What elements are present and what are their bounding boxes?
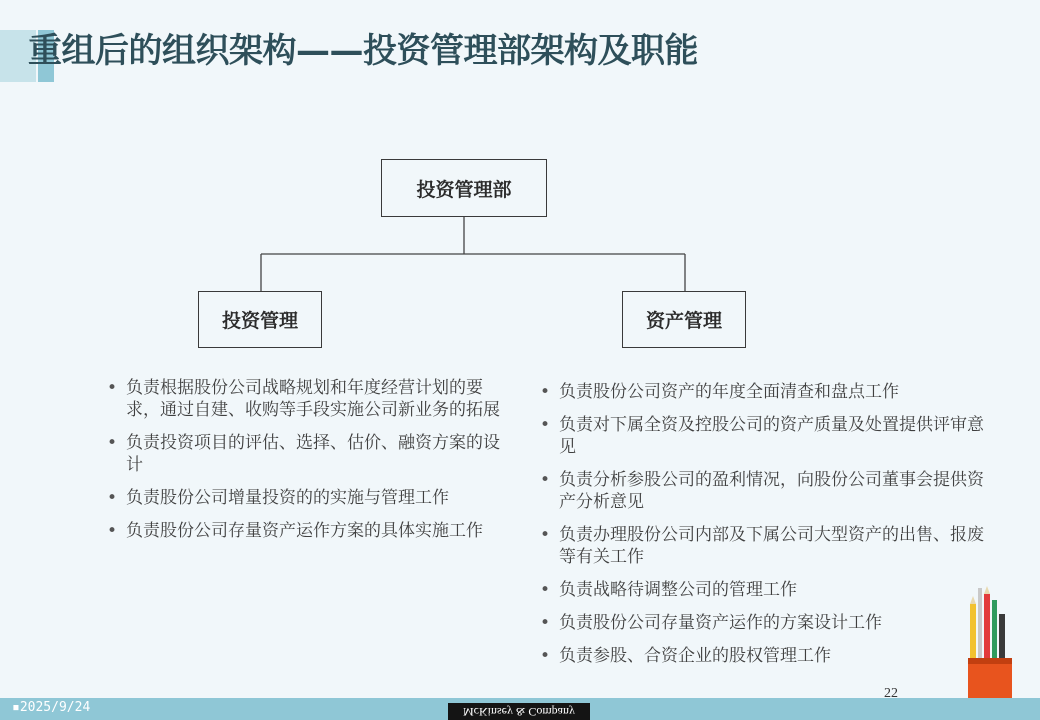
date-text: 2025/9/24 <box>19 700 91 715</box>
list-item: • 负责投资项目的评估、选择、估价、融资方案的设计 <box>104 432 514 476</box>
list-item: • 负责对下属全资及控股公司的资产质量及处置提供评审意见 <box>537 414 987 458</box>
list-item: • 负责分析参股公司的盈利情况，向股份公司董事会提供资产分析意见 <box>537 469 987 513</box>
list-item: • 负责办理股份公司内部及下属公司大型资产的出售、报废等有关工作 <box>537 524 987 568</box>
slide-title: 重组后的组织架构——投资管理部架构及职能 <box>28 31 698 71</box>
org-node-investment-mgmt: 投资管理 <box>198 291 322 348</box>
list-item: • 负责根据股份公司战略规划和年度经营计划的要求，通过自建、收购等手段实施公司新业务的拓展 <box>104 377 514 421</box>
list-item: • 负责股份公司存量资产运作的方案设计工作 <box>537 612 987 634</box>
list-item: • 负责股份公司增量投资的的实施与管理工作 <box>104 487 514 509</box>
list-item: • 负责股份公司存量资产运作方案的具体实施工作 <box>104 520 514 542</box>
list-item: • 负责股份公司资产的年度全面清查和盘点工作 <box>537 381 987 403</box>
list-item: • 负责参股、合资企业的股权管理工作 <box>537 645 987 667</box>
company-logo: McKinsey & Company <box>448 703 590 720</box>
org-node-investment-dept: 投资管理部 <box>381 159 547 217</box>
investment-duties-list <box>104 377 514 553</box>
list-item: • 负责战略待调整公司的管理工作 <box>537 579 987 601</box>
slide-date: ▪2025/9/24 <box>12 700 91 715</box>
page-number: 22 <box>884 686 898 701</box>
org-node-asset-mgmt: 资产管理 <box>622 291 746 348</box>
pencil-cup-icon <box>964 580 1014 698</box>
asset-duties-list <box>537 381 987 678</box>
